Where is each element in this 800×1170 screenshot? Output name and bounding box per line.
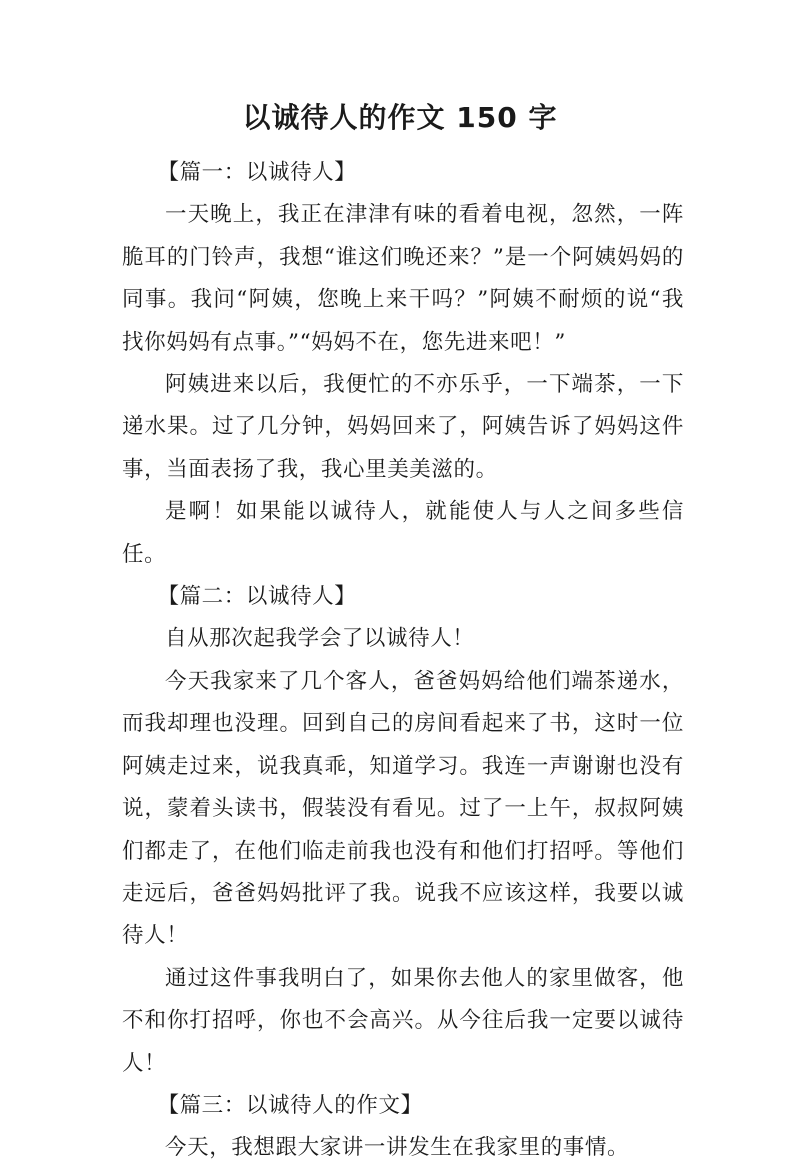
paragraph: 阿姨进来以后，我便忙的不亦乐乎，一下端茶，一下递水果。过了几分钟，妈妈回来了，阿姨告诉了妈妈这件事，当面表扬了我，我心里美美滋的。 (122, 372, 684, 482)
document-body (122, 152, 684, 1170)
paragraph: 通过这件事我明白了，如果你去他人的家里做客，他不和你打招呼，你也不会高兴。从今往后我一定要以诚待人！ (122, 965, 684, 1076)
paragraph: 今天，我想跟大家讲一讲发生在我家里的事情。 (165, 1135, 630, 1161)
paragraph: 一天晚上，我正在津津有味的看着电视，忽然，一阵脆耳的门铃声，我想“谁这们晚还来？”是一个阿姨妈妈的同事。我问“阿姨，您晚上来干吗？”阿姨不耐烦的说“我找你妈妈有点事。”“妈妈不在，您先进来吧！” (122, 202, 684, 355)
section-heading-2: 【篇二：以诚待人】 (157, 584, 357, 610)
section-heading-1: 【篇一：以诚待人】 (157, 160, 357, 185)
paragraph: 今天我家来了几个客人，爸爸妈妈给他们端茶递水，而我却理也没理。回到自己的房间看起来了书，这时一位阿姨走过来，说我真乖，知道学习。我连一声谢谢也没有说，蒙着头读书，假装没有看见。过了一上午，叔叔阿姨们都走了，在他们临走前我也没有和他们打招呼。等他们走远后，爸爸妈妈批评了我。说我不应该这样，我要以诚待人！ (122, 668, 684, 949)
paragraph: 是啊！如果能以诚待人，就能使人与人之间多些信任。 (122, 499, 684, 567)
paragraph: 自从那次起我学会了以诚待人！ (165, 626, 475, 652)
section-heading-3: 【篇三：以诚待人的作文】 (157, 1092, 423, 1118)
document-title: 以诚待人的作文 150 字 (242, 101, 558, 134)
